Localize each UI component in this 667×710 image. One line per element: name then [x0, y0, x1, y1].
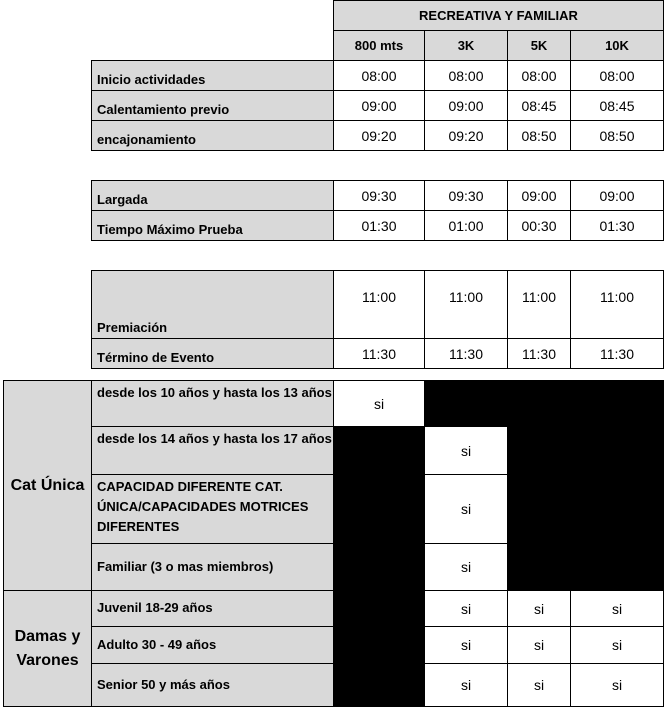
- distance-header-3k: 3K: [424, 30, 508, 61]
- si-mark: si: [424, 474, 508, 544]
- time-cell: 11:00: [333, 270, 425, 339]
- time-cell: 11:30: [507, 338, 571, 369]
- distance-header-5k: 5K: [507, 30, 571, 61]
- time-cell: 09:20: [333, 120, 425, 151]
- time-cell: 00:30: [507, 210, 571, 241]
- time-cell: 11:00: [570, 270, 664, 339]
- si-mark: si: [424, 663, 508, 707]
- group-title: RECREATIVA Y FAMILIAR: [333, 0, 664, 31]
- row-label-familiar: Familiar (3 o mas miembros): [91, 543, 334, 591]
- time-cell: 01:30: [570, 210, 664, 241]
- time-cell: 01:30: [333, 210, 425, 241]
- time-cell: 09:20: [424, 120, 508, 151]
- distance-header-10k: 10K: [570, 30, 664, 61]
- time-cell: 09:00: [507, 180, 571, 211]
- time-cell: 08:50: [570, 120, 664, 151]
- distance-header-800: 800 mts: [333, 30, 425, 61]
- row-label-largada: Largada: [91, 180, 334, 211]
- blocked-cell: [333, 426, 425, 591]
- si-mark: si: [333, 380, 425, 427]
- si-mark: si: [570, 626, 664, 664]
- row-label-inicio: Inicio actividades: [91, 60, 334, 91]
- category-damas-varones: Damas y Varones: [3, 590, 92, 707]
- time-cell: 11:30: [424, 338, 508, 369]
- row-label-tiempo-maximo: Tiempo Máximo Prueba: [91, 210, 334, 241]
- time-cell: 09:00: [570, 180, 664, 211]
- time-cell: 11:00: [507, 270, 571, 339]
- blocked-cell: [507, 426, 664, 591]
- row-label-termino: Término de Evento: [91, 338, 334, 369]
- blocked-cell: [333, 590, 425, 707]
- time-cell: 01:00: [424, 210, 508, 241]
- time-cell: 11:30: [570, 338, 664, 369]
- time-cell: 08:45: [570, 90, 664, 121]
- row-label-14-17: desde los 14 años y hasta los 17 años: [91, 426, 334, 475]
- row-label-calentamiento: Calentamiento previo: [91, 90, 334, 121]
- si-mark: si: [424, 590, 508, 627]
- row-label-juvenil: Juvenil 18-29 años: [91, 590, 334, 627]
- time-cell: 08:00: [570, 60, 664, 91]
- si-mark: si: [570, 590, 664, 627]
- si-mark: si: [424, 543, 508, 591]
- time-cell: 09:00: [424, 90, 508, 121]
- si-mark: si: [570, 663, 664, 707]
- blocked-cell: [424, 380, 664, 427]
- row-label-capacidad-diferente: CAPACIDAD DIFERENTE CAT. ÚNICA/CAPACIDADES MOTRICES DIFERENTES: [91, 474, 334, 544]
- time-cell: 09:00: [333, 90, 425, 121]
- row-label-adulto: Adulto 30 - 49 años: [91, 626, 334, 664]
- si-mark: si: [507, 626, 571, 664]
- row-label-10-13: desde los 10 años y hasta los 13 años: [91, 380, 334, 427]
- time-cell: 09:30: [333, 180, 425, 211]
- time-cell: 08:00: [333, 60, 425, 91]
- si-mark: si: [507, 590, 571, 627]
- time-cell: 08:00: [507, 60, 571, 91]
- time-cell: 11:00: [424, 270, 508, 339]
- si-mark: si: [507, 663, 571, 707]
- si-mark: si: [424, 626, 508, 664]
- row-label-encajonamiento: encajonamiento: [91, 120, 334, 151]
- row-label-premiacion: Premiación: [91, 270, 334, 339]
- category-cat-unica: Cat Única: [3, 380, 92, 591]
- time-cell: 08:50: [507, 120, 571, 151]
- si-mark: si: [424, 426, 508, 475]
- row-label-senior: Senior 50 y más años: [91, 663, 334, 707]
- time-cell: 08:45: [507, 90, 571, 121]
- time-cell: 11:30: [333, 338, 425, 369]
- time-cell: 09:30: [424, 180, 508, 211]
- time-cell: 08:00: [424, 60, 508, 91]
